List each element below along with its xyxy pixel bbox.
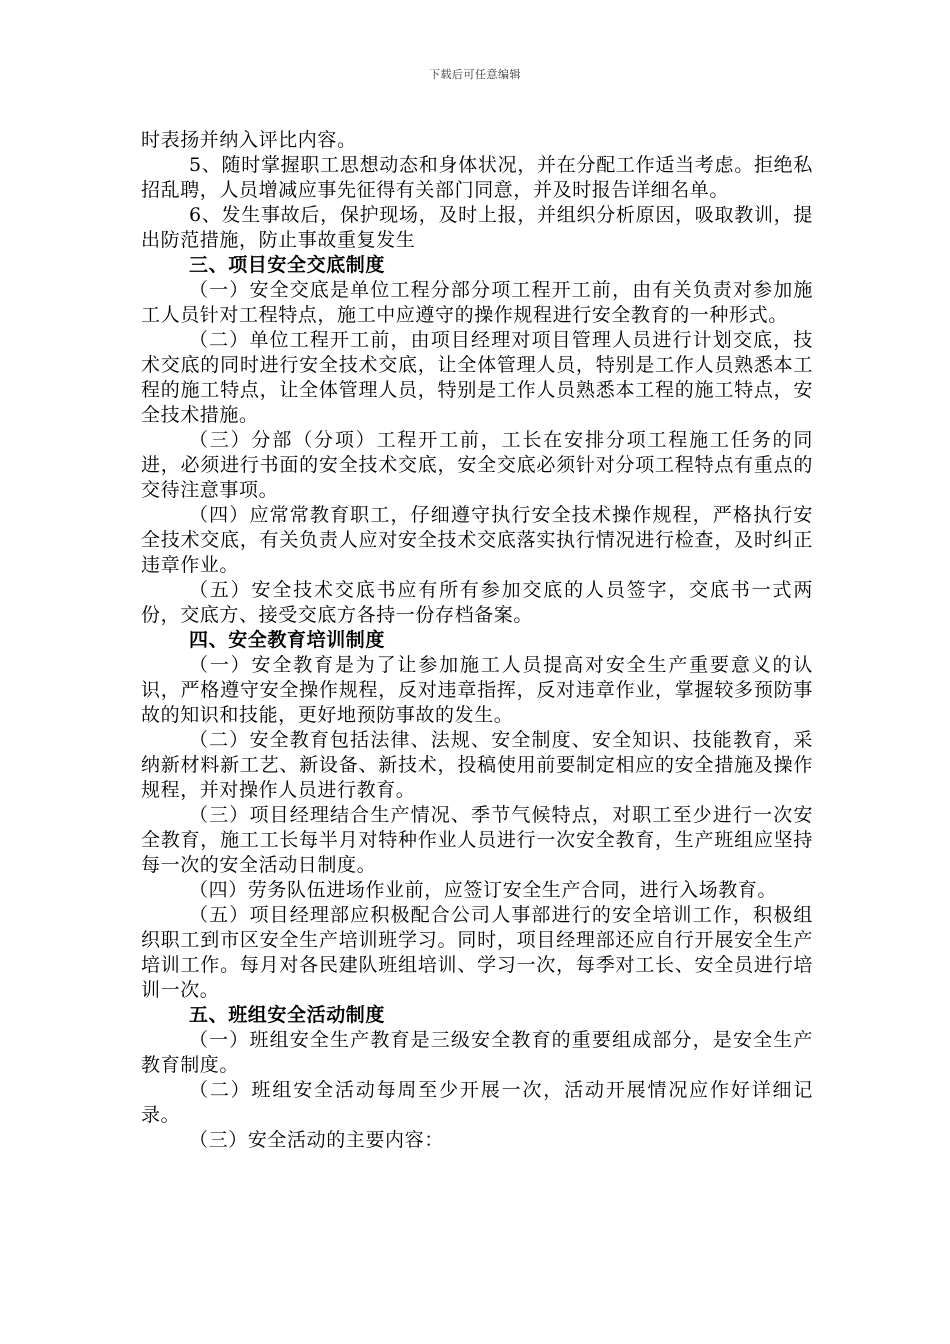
paragraph-item-6: 6、发生事故后，保护现场，及时上报，并组织分析原因，吸取教训，提出防范措施，防止事故重复发生 — [141, 204, 813, 251]
section-heading-4: 四、安全教育培训制度 — [189, 629, 386, 651]
paragraph-3-5: （五）安全技术交底书应有所有参加交底的人员签字，交底书一式两份，交底方、接受交底方各持一份存档备案。 — [141, 579, 813, 626]
paragraph-continuation: 时表扬并纳入评比内容。 — [141, 129, 357, 151]
paragraph-4-5: （五）项目经理部应积极配合公司人事部进行的安全培训工作，积极组织职工到市区安全生产培训班学习。同时，项目经理部还应自行开展安全生产培训工作。每月对各民建队班组培训、学习一次，每季对工长、安全员进行培训一次。 — [141, 904, 813, 1001]
paragraph-5-1: （一）班组安全生产教育是三级安全教育的重要组成部分，是安全生产教育制度。 — [141, 1029, 813, 1076]
paragraph-3-2: （二）单位工程开工前，由项目经理对项目管理人员进行计划交底，技术交底的同时进行安全技术交底，让全体管理人员，特别是工作人员熟悉本工程的施工特点，让全体管理人员，特别是工作人员熟悉本工程的施工特点，安全技术措施。 — [141, 329, 813, 426]
paragraph-4-4: （四）劳务队伍进场作业前，应签订安全生产合同，进行入场教育。 — [189, 879, 778, 901]
section-heading-3: 三、项目安全交底制度 — [189, 254, 386, 276]
paragraph-3-4: （四）应常常教育职工，仔细遵守执行安全技术操作规程，严格执行安全技术交底，有关负责人应对安全技术交底落实执行情况进行检查，及时纠正违章作业。 — [141, 504, 813, 576]
paragraph-3-3: （三）分部（分项）工程开工前，工长在安排分项工程施工任务的同进，必须进行书面的安全技术交底，安全交底必须针对分项工程特点有重点的交待注意事项。 — [141, 429, 813, 501]
page-header: 下载后可任意编辑 — [429, 68, 521, 81]
paragraph-3-1: （一）安全交底是单位工程分部分项工程开工前，由有关负责对参加施工人员针对工程特点，施工中应遵守的操作规程进行安全教育的一种形式。 — [141, 279, 813, 326]
paragraph-5-2: （二）班组安全活动每周至少开展一次，活动开展情况应作好详细记录。 — [141, 1079, 813, 1126]
paragraph-4-1: （一）安全教育是为了让参加施工人员提高对安全生产重要意义的认识，严格遵守安全操作规程，反对违章指挥，反对违章作业，掌握较多预防事故的知识和技能，更好地预防事故的发生。 — [141, 654, 813, 726]
section-heading-5: 五、班组安全活动制度 — [189, 1004, 386, 1026]
paragraph-4-2: （二）安全教育包括法律、法规、安全制度、安全知识、技能教育，采纳新材料新工艺、新设备、新技术，投稿使用前要制定相应的安全措施及操作规程，并对操作人员进行教育。 — [141, 729, 813, 801]
paragraph-item-5: 5、随时掌握职工思想动态和身体状况，并在分配工作适当考虑。拒绝私招乱聘，人员增减应事先征得有关部门同意，并及时报告详细名单。 — [141, 154, 813, 201]
document-body — [141, 128, 813, 1153]
paragraph-4-3: （三）项目经理结合生产情况、季节气候特点，对职工至少进行一次安全教育，施工工长每半月对特种作业人员进行一次安全教育，生产班组应坚持每一次的安全活动日制度。 — [141, 804, 813, 876]
paragraph-5-3: （三）安全活动的主要内容： — [189, 1129, 444, 1151]
